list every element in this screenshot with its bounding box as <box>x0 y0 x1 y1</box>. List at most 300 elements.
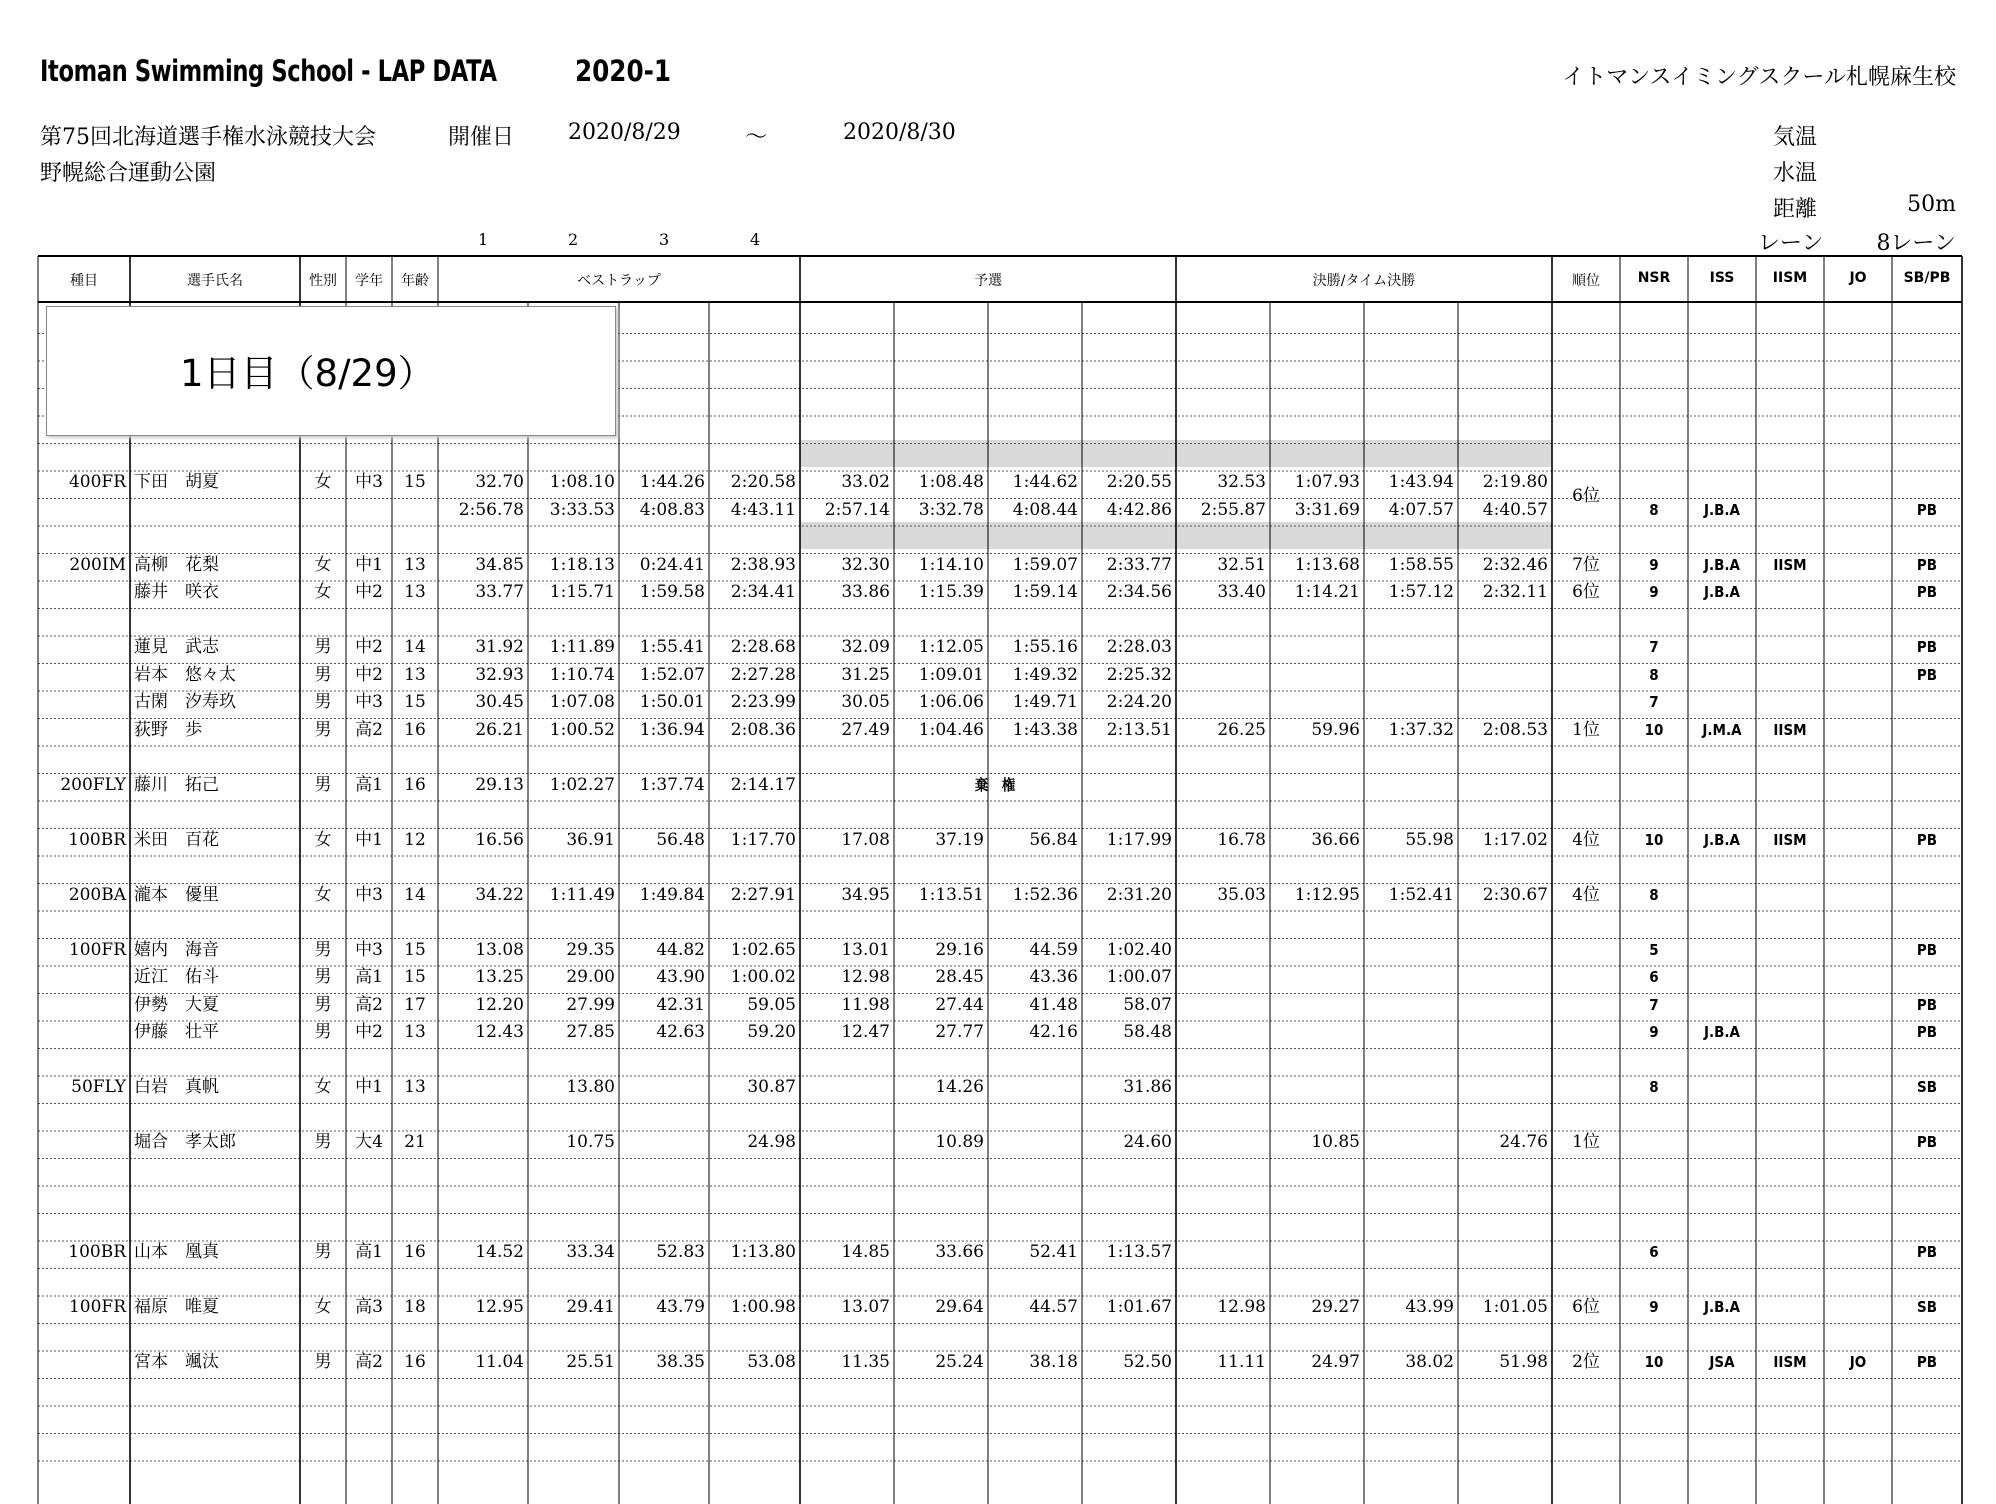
lap-time-best: 52.83 <box>656 1242 705 1262</box>
row-sex: 女 <box>314 829 332 850</box>
lap-time-best: 1:00.02 <box>730 967 796 987</box>
lap-time-fin: 1:07.93 <box>1294 472 1360 492</box>
row-iss: J.B.A <box>1703 1298 1741 1316</box>
row-age: 21 <box>404 1132 426 1152</box>
lap-time-pre: 2:57.14 <box>824 499 890 520</box>
lap-time-pre: 28.45 <box>935 967 984 987</box>
lap-time-best: 1:50.01 <box>639 692 705 712</box>
row-swimmer-name: 高柳 花梨 <box>134 554 219 575</box>
row-sbpb: PB <box>1916 1353 1938 1371</box>
row-nsr: 8 <box>1649 1078 1659 1096</box>
lap-time-best: 59.05 <box>747 994 796 1015</box>
lap-time-fin: 1:12.95 <box>1294 884 1360 905</box>
col-header-sbpb: SB/PB <box>1903 270 1951 286</box>
lap-time-best: 1:55.41 <box>639 637 705 657</box>
row-nsr: 10 <box>1644 720 1664 739</box>
row-sex: 女 <box>314 554 332 575</box>
row-grade: 中1 <box>355 554 383 575</box>
row-jo: JO <box>1849 1353 1867 1371</box>
row-nsr: 5 <box>1649 940 1659 959</box>
lap-time-best: 27.99 <box>566 994 615 1015</box>
row-sex: 男 <box>314 692 332 712</box>
lap-time-pre: 58.48 <box>1123 1022 1172 1042</box>
lap-time-pre: 3:32.78 <box>918 499 984 520</box>
row-age: 13 <box>404 1077 426 1097</box>
row-swimmer-name: 藤川 拓己 <box>134 774 219 795</box>
lap-time-fin: 16.78 <box>1217 829 1266 850</box>
lap-time-fin: 36.66 <box>1311 829 1360 850</box>
row-sex: 男 <box>314 664 332 685</box>
row-event: 200IM <box>69 554 126 575</box>
row-sex: 女 <box>314 582 332 602</box>
col-header-prelim: 予選 <box>974 273 1002 289</box>
lap-time-pre: 1:04.46 <box>918 719 984 740</box>
row-event: 50FLY <box>71 1077 126 1097</box>
lap-time-fin: 1:13.68 <box>1294 554 1360 575</box>
row-grade: 中3 <box>355 472 383 492</box>
lap-time-pre: 33.02 <box>841 472 890 492</box>
lap-time-pre: 30.05 <box>841 692 890 712</box>
row-nsr: 8 <box>1649 500 1659 519</box>
lap-time-pre: 29.64 <box>935 1297 984 1317</box>
row-rank: 4位 <box>1572 884 1600 905</box>
lap-time-best: 29.41 <box>566 1297 615 1317</box>
lap-time-fin: 1:37.32 <box>1388 719 1454 740</box>
lap-time-pre: 1:13.57 <box>1106 1242 1172 1262</box>
row-sex: 男 <box>314 1022 332 1042</box>
row-event: 100BR <box>68 829 126 850</box>
row-nsr: 7 <box>1649 995 1659 1014</box>
lap-time-fin: 1:01.05 <box>1482 1297 1548 1317</box>
row-age: 15 <box>404 472 426 492</box>
lap-time-best: 2:34.41 <box>730 582 796 602</box>
lane-value: 8レーン <box>1876 231 1956 256</box>
lap-time-best: 1:11.89 <box>549 637 615 657</box>
lap-time-best: 2:20.58 <box>730 472 796 492</box>
row-age: 13 <box>404 582 426 602</box>
col-header-final: 決勝/タイム決勝 <box>1312 273 1416 289</box>
lap-time-best: 30.87 <box>747 1077 796 1097</box>
lap-time-best: 1:13.80 <box>730 1242 796 1262</box>
lap-time-best: 1:00.98 <box>730 1297 796 1317</box>
row-sbpb: PB <box>1916 638 1938 656</box>
lap-time-pre: 32.09 <box>841 637 890 657</box>
row-nsr: 6 <box>1649 968 1659 986</box>
lap-time-best: 13.08 <box>475 939 524 960</box>
lap-time-pre: 41.48 <box>1029 994 1078 1015</box>
lap-time-pre: 11.98 <box>841 994 890 1015</box>
lap-time-pre: 58.07 <box>1123 994 1172 1015</box>
row-swimmer-name: 瀧本 優里 <box>134 884 219 905</box>
lap-time-pre: 1:55.16 <box>1012 637 1078 657</box>
lap-time-pre: 34.95 <box>841 884 890 905</box>
lap-time-fin: 32.53 <box>1217 472 1266 492</box>
row-sex: 男 <box>314 994 332 1015</box>
lap-time-best: 2:23.99 <box>730 692 796 712</box>
lap-time-best: 1:17.70 <box>730 829 796 850</box>
lap-time-best: 16.56 <box>475 829 524 850</box>
row-grade: 高1 <box>355 774 383 795</box>
season-label: 2020-1 <box>575 54 671 88</box>
row-swimmer-name: 伊勢 大夏 <box>134 994 219 1015</box>
lap-time-best: 1:37.74 <box>639 774 705 795</box>
lap-time-fin: 1:52.41 <box>1388 884 1454 905</box>
lap-time-best: 59.20 <box>747 1022 796 1042</box>
row-grade: 中2 <box>355 582 383 602</box>
row-age: 18 <box>404 1297 426 1317</box>
row-age: 16 <box>404 719 426 740</box>
col-header-grade: 学年 <box>355 273 383 289</box>
air-temp-label: 気温 <box>1773 125 1818 150</box>
lap-time-pre: 1:59.14 <box>1012 582 1078 602</box>
row-iss: J.B.A <box>1703 500 1741 519</box>
lap-time-best: 1:59.58 <box>639 582 705 602</box>
lap-time-pre: 2:34.56 <box>1106 582 1172 602</box>
lap-time-best: 34.22 <box>475 884 524 905</box>
distance-label: 距離 <box>1773 197 1818 222</box>
lap-time-pre: 2:28.03 <box>1106 637 1172 657</box>
row-swimmer-name: 蓮見 武志 <box>134 637 219 657</box>
lap-time-best: 13.25 <box>475 967 524 987</box>
lap-time-pre: 14.85 <box>841 1242 890 1262</box>
lap-time-pre: 27.77 <box>935 1022 984 1042</box>
date-from: 2020/8/29 <box>568 120 681 145</box>
row-nsr: 8 <box>1649 665 1659 684</box>
lap-time-pre: 42.16 <box>1029 1022 1078 1042</box>
row-swimmer-name: 荻野 歩 <box>134 719 202 740</box>
row-sex: 男 <box>314 637 332 657</box>
row-iss: J.B.A <box>1703 583 1741 601</box>
lap-time-pre: 27.49 <box>841 719 890 740</box>
lap-time-pre: 1:06.06 <box>918 692 984 712</box>
row-rank: 6位 <box>1572 1297 1600 1317</box>
row-event: 100FR <box>68 1297 126 1317</box>
lap-time-fin: 51.98 <box>1499 1352 1548 1372</box>
lap-time-best: 56.48 <box>656 829 705 850</box>
row-sbpb: PB <box>1916 995 1938 1014</box>
col-header-event: 種目 <box>70 273 98 289</box>
row-swimmer-name: 岩本 悠々太 <box>134 664 236 685</box>
lap-time-best: 1:11.49 <box>549 884 615 905</box>
lap-time-fin: 1:17.02 <box>1482 829 1548 850</box>
water-temp-label: 水温 <box>1773 161 1818 186</box>
row-grade: 高2 <box>355 1352 383 1372</box>
lap-time-best: 24.98 <box>747 1132 796 1152</box>
lap-time-fin: 4:07.57 <box>1388 499 1454 520</box>
row-event: 100BR <box>68 1242 126 1262</box>
lap-time-fin: 33.40 <box>1217 582 1266 602</box>
lap-time-best: 2:56.78 <box>458 499 524 520</box>
lap-time-pre: 1:49.32 <box>1012 664 1078 685</box>
row-nsr: 9 <box>1649 583 1659 601</box>
lap-time-fin: 11.11 <box>1217 1352 1266 1372</box>
lap-time-best: 2:27.28 <box>730 664 796 685</box>
row-sbpb: PB <box>1916 1133 1938 1151</box>
lap-time-pre: 43.36 <box>1029 967 1078 987</box>
lap-time-fin: 2:30.67 <box>1482 884 1548 905</box>
lap-time-pre: 12.98 <box>841 967 890 987</box>
lap-time-pre: 29.16 <box>935 939 984 960</box>
lap-time-pre: 1:09.01 <box>918 664 984 685</box>
lap-time-fin: 1:43.94 <box>1388 472 1454 492</box>
lap-time-pre: 4:42.86 <box>1106 499 1172 520</box>
row-event: 200FLY <box>60 774 126 795</box>
lap-time-fin: 43.99 <box>1405 1297 1454 1317</box>
lap-time-pre: 2:33.77 <box>1106 554 1172 575</box>
lap-time-best: 0:24.41 <box>639 554 705 575</box>
lap-time-best: 1:00.52 <box>549 719 615 740</box>
row-nsr: 10 <box>1644 1353 1664 1371</box>
lap-time-pre: 2:24.20 <box>1106 692 1172 712</box>
lap-time-best: 1:10.74 <box>549 664 615 685</box>
row-rank: 7位 <box>1572 554 1600 575</box>
lap-time-fin: 59.96 <box>1311 719 1360 740</box>
lap-time-fin: 12.98 <box>1217 1297 1266 1317</box>
row-grade: 高1 <box>355 967 383 987</box>
lap-time-best: 42.63 <box>656 1022 705 1042</box>
day-label: 1日目（8/29） <box>180 352 435 395</box>
lap-time-pre: 56.84 <box>1029 829 1078 850</box>
lap-time-pre: 44.59 <box>1029 939 1078 960</box>
lap-time-pre: 33.86 <box>841 582 890 602</box>
school-name: イトマンスイミングスクール札幌麻生校 <box>1562 65 1956 90</box>
lap-time-fin: 10.85 <box>1311 1132 1360 1152</box>
row-sex: 女 <box>314 884 332 905</box>
row-iss: J.B.A <box>1703 555 1741 574</box>
row-swimmer-name: 堀合 孝太郎 <box>134 1132 236 1152</box>
lap-number-3: 3 <box>659 230 670 249</box>
lane-label: レーン <box>1758 231 1824 256</box>
lap-time-fin: 1:58.55 <box>1388 554 1454 575</box>
lap-time-best: 13.80 <box>566 1077 615 1097</box>
lap-time-pre: 33.66 <box>935 1242 984 1262</box>
row-grade: 高2 <box>355 994 383 1015</box>
lap-time-pre: 1:12.05 <box>918 637 984 657</box>
row-rank: 1位 <box>1572 1132 1600 1152</box>
lap-time-pre: 1:44.62 <box>1012 472 1078 492</box>
document-title: Itoman Swimming School - LAP DATA <box>40 54 497 88</box>
lap-time-best: 1:49.84 <box>639 884 705 905</box>
row-age: 15 <box>404 939 426 960</box>
lap-time-best: 32.70 <box>475 472 524 492</box>
row-iism: IISM <box>1773 1353 1807 1371</box>
row-age: 13 <box>404 664 426 685</box>
lap-time-best: 44.82 <box>656 939 705 960</box>
row-nsr: 7 <box>1649 638 1659 656</box>
lap-time-pre: 32.30 <box>841 554 890 575</box>
lap-time-pre: 1:00.07 <box>1106 967 1172 987</box>
row-iss: JSA <box>1709 1353 1735 1371</box>
lap-time-fin: 24.76 <box>1499 1132 1548 1152</box>
lap-time-pre: 1:01.67 <box>1106 1297 1172 1317</box>
row-sbpb: PB <box>1916 1023 1938 1041</box>
row-sex: 男 <box>314 774 332 795</box>
lap-number-1: 1 <box>478 230 489 249</box>
row-sbpb: PB <box>1916 555 1938 574</box>
lap-time-pre: 11.35 <box>841 1352 890 1372</box>
lap-time-fin: 2:32.46 <box>1482 554 1548 575</box>
lap-time-pre: 1:13.51 <box>918 884 984 905</box>
row-rank: 2位 <box>1572 1352 1600 1372</box>
lap-time-pre: 13.07 <box>841 1297 890 1317</box>
row-sbpb: PB <box>1916 500 1938 519</box>
lap-time-best: 31.92 <box>475 637 524 657</box>
row-age: 17 <box>404 994 426 1015</box>
lap-time-best: 27.85 <box>566 1022 615 1042</box>
row-grade: 高3 <box>355 1297 383 1317</box>
lap-time-best: 53.08 <box>747 1352 796 1372</box>
lap-time-fin: 24.97 <box>1311 1352 1360 1372</box>
lap-time-best: 29.13 <box>475 774 524 795</box>
row-swimmer-name: 古閑 汐寿玖 <box>134 692 236 712</box>
row-nsr: 10 <box>1644 830 1664 849</box>
lap-time-pre: 1:08.48 <box>918 472 984 492</box>
row-swimmer-name: 宮本 颯汰 <box>134 1352 219 1372</box>
row-sex: 女 <box>314 1077 332 1097</box>
row-grade: 中1 <box>355 1077 383 1097</box>
col-header-sex: 性別 <box>309 273 337 289</box>
row-iss: J.M.A <box>1702 720 1742 739</box>
lap-time-best: 11.04 <box>475 1352 524 1372</box>
row-age: 14 <box>404 884 426 905</box>
lap-time-pre: 1:17.99 <box>1106 829 1172 850</box>
date-to: 2020/8/30 <box>843 120 956 145</box>
row-swimmer-name: 山本 凰真 <box>134 1242 219 1262</box>
lap-time-pre: 12.47 <box>841 1022 890 1042</box>
lap-time-pre: 1:15.39 <box>918 582 984 602</box>
row-swimmer-name: 近江 佑斗 <box>134 967 219 987</box>
row-sex: 女 <box>314 472 332 492</box>
row-nsr: 9 <box>1649 555 1659 574</box>
row-sex: 男 <box>314 939 332 960</box>
lap-time-pre: 38.18 <box>1029 1352 1078 1372</box>
col-header-best-lap: ベストラップ <box>577 273 661 289</box>
lap-time-best: 1:44.26 <box>639 472 705 492</box>
lap-time-pre: 1:59.07 <box>1012 554 1078 575</box>
lap-time-best: 12.20 <box>475 994 524 1015</box>
lap-time-fin: 38.02 <box>1405 1352 1454 1372</box>
row-nsr: 9 <box>1649 1298 1659 1316</box>
lap-time-best: 1:08.10 <box>549 472 615 492</box>
row-rank: 6位 <box>1572 582 1600 602</box>
lap-time-fin: 26.25 <box>1217 719 1266 740</box>
lap-time-fin: 35.03 <box>1217 884 1266 905</box>
lap-time-fin: 32.51 <box>1217 554 1266 575</box>
lap-time-best: 29.00 <box>566 967 615 987</box>
lap-time-best: 25.51 <box>566 1352 615 1372</box>
lap-time-best: 1:07.08 <box>549 692 615 712</box>
lap-time-best: 36.91 <box>566 829 615 850</box>
row-event: 400FR <box>68 472 126 492</box>
row-sbpb: PB <box>1916 583 1938 601</box>
row-swimmer-name: 米田 百花 <box>134 829 219 850</box>
row-age: 16 <box>404 774 426 795</box>
row-grade: 中3 <box>355 884 383 905</box>
row-nsr: 8 <box>1649 885 1659 904</box>
lap-time-pre: 31.86 <box>1123 1077 1172 1097</box>
lap-time-pre: 24.60 <box>1123 1132 1172 1152</box>
lap-time-best: 43.79 <box>656 1297 705 1317</box>
row-age: 13 <box>404 1022 426 1042</box>
lap-time-pre: 17.08 <box>841 829 890 850</box>
col-header-age: 年齢 <box>401 273 429 289</box>
row-sbpb: PB <box>1916 665 1938 684</box>
lap-time-fin: 2:08.53 <box>1482 719 1548 740</box>
row-age: 15 <box>404 692 426 712</box>
lap-time-pre: 10.89 <box>935 1132 984 1152</box>
lap-time-best: 33.77 <box>475 582 524 602</box>
lap-time-best: 43.90 <box>656 967 705 987</box>
lap-time-fin: 3:31.69 <box>1294 499 1360 520</box>
row-age: 15 <box>404 967 426 987</box>
row-grade: 中3 <box>355 939 383 960</box>
lap-time-pre: 4:08.44 <box>1012 499 1078 520</box>
date-label: 開催日 <box>448 125 515 150</box>
meet-name: 第75回北海道選手権水泳競技大会 <box>40 125 376 150</box>
row-iism: IISM <box>1773 720 1807 739</box>
row-event: 100FR <box>68 939 126 960</box>
row-iism: IISM <box>1773 830 1807 849</box>
lap-time-best: 1:02.27 <box>549 774 615 795</box>
lap-time-best: 12.43 <box>475 1022 524 1042</box>
lap-time-pre: 1:14.10 <box>918 554 984 575</box>
row-sbpb: SB <box>1916 1078 1938 1096</box>
lap-time-pre: 25.24 <box>935 1352 984 1372</box>
lap-time-pre: 52.50 <box>1123 1352 1172 1372</box>
lap-time-pre: 31.25 <box>841 664 890 685</box>
row-grade: 中1 <box>355 829 383 850</box>
lap-time-pre: 1:02.40 <box>1106 939 1172 960</box>
lap-time-best: 26.21 <box>475 719 524 740</box>
row-iss: J.B.A <box>1703 830 1741 849</box>
row-grade: 大4 <box>355 1132 383 1152</box>
lap-time-fin: 55.98 <box>1405 829 1454 850</box>
venue: 野幌総合運動公園 <box>40 161 217 186</box>
row-iss: J.B.A <box>1703 1023 1741 1041</box>
lap-time-best: 2:28.68 <box>730 637 796 657</box>
row-swimmer-name: 福原 唯夏 <box>134 1297 219 1317</box>
lap-time-pre: 13.01 <box>841 939 890 960</box>
lap-time-pre: 2:20.55 <box>1106 472 1172 492</box>
lap-time-pre: 1:52.36 <box>1012 884 1078 905</box>
lap-time-best: 34.85 <box>475 554 524 575</box>
lap-time-fin: 29.27 <box>1311 1297 1360 1317</box>
lap-time-best: 4:43.11 <box>730 499 796 520</box>
lap-time-fin: 2:32.11 <box>1482 582 1548 602</box>
row-grade: 高2 <box>355 719 383 740</box>
row-sbpb: PB <box>1916 940 1938 959</box>
lap-time-best: 1:18.13 <box>549 554 615 575</box>
lap-time-fin: 1:14.21 <box>1294 582 1360 602</box>
col-header-jo: JO <box>1849 270 1867 286</box>
row-sex: 女 <box>314 1297 332 1317</box>
row-age: 14 <box>404 637 426 657</box>
row-rank: 1位 <box>1572 719 1600 740</box>
lap-time-pre: 44.57 <box>1029 1297 1078 1317</box>
row-sbpb: PB <box>1916 1243 1938 1261</box>
lap-time-best: 2:27.91 <box>730 884 796 905</box>
lap-time-best: 33.34 <box>566 1242 615 1262</box>
lap-time-best: 2:08.36 <box>730 719 796 740</box>
row-age: 16 <box>404 1352 426 1372</box>
lap-time-pre: 27.44 <box>935 994 984 1015</box>
lap-time-pre: 2:25.32 <box>1106 664 1172 685</box>
lap-time-best: 42.31 <box>656 994 705 1015</box>
row-event: 200BA <box>68 884 126 905</box>
lap-time-best: 2:38.93 <box>730 554 796 575</box>
col-header-iism: IISM <box>1772 270 1808 286</box>
lap-time-pre: 52.41 <box>1029 1242 1078 1262</box>
